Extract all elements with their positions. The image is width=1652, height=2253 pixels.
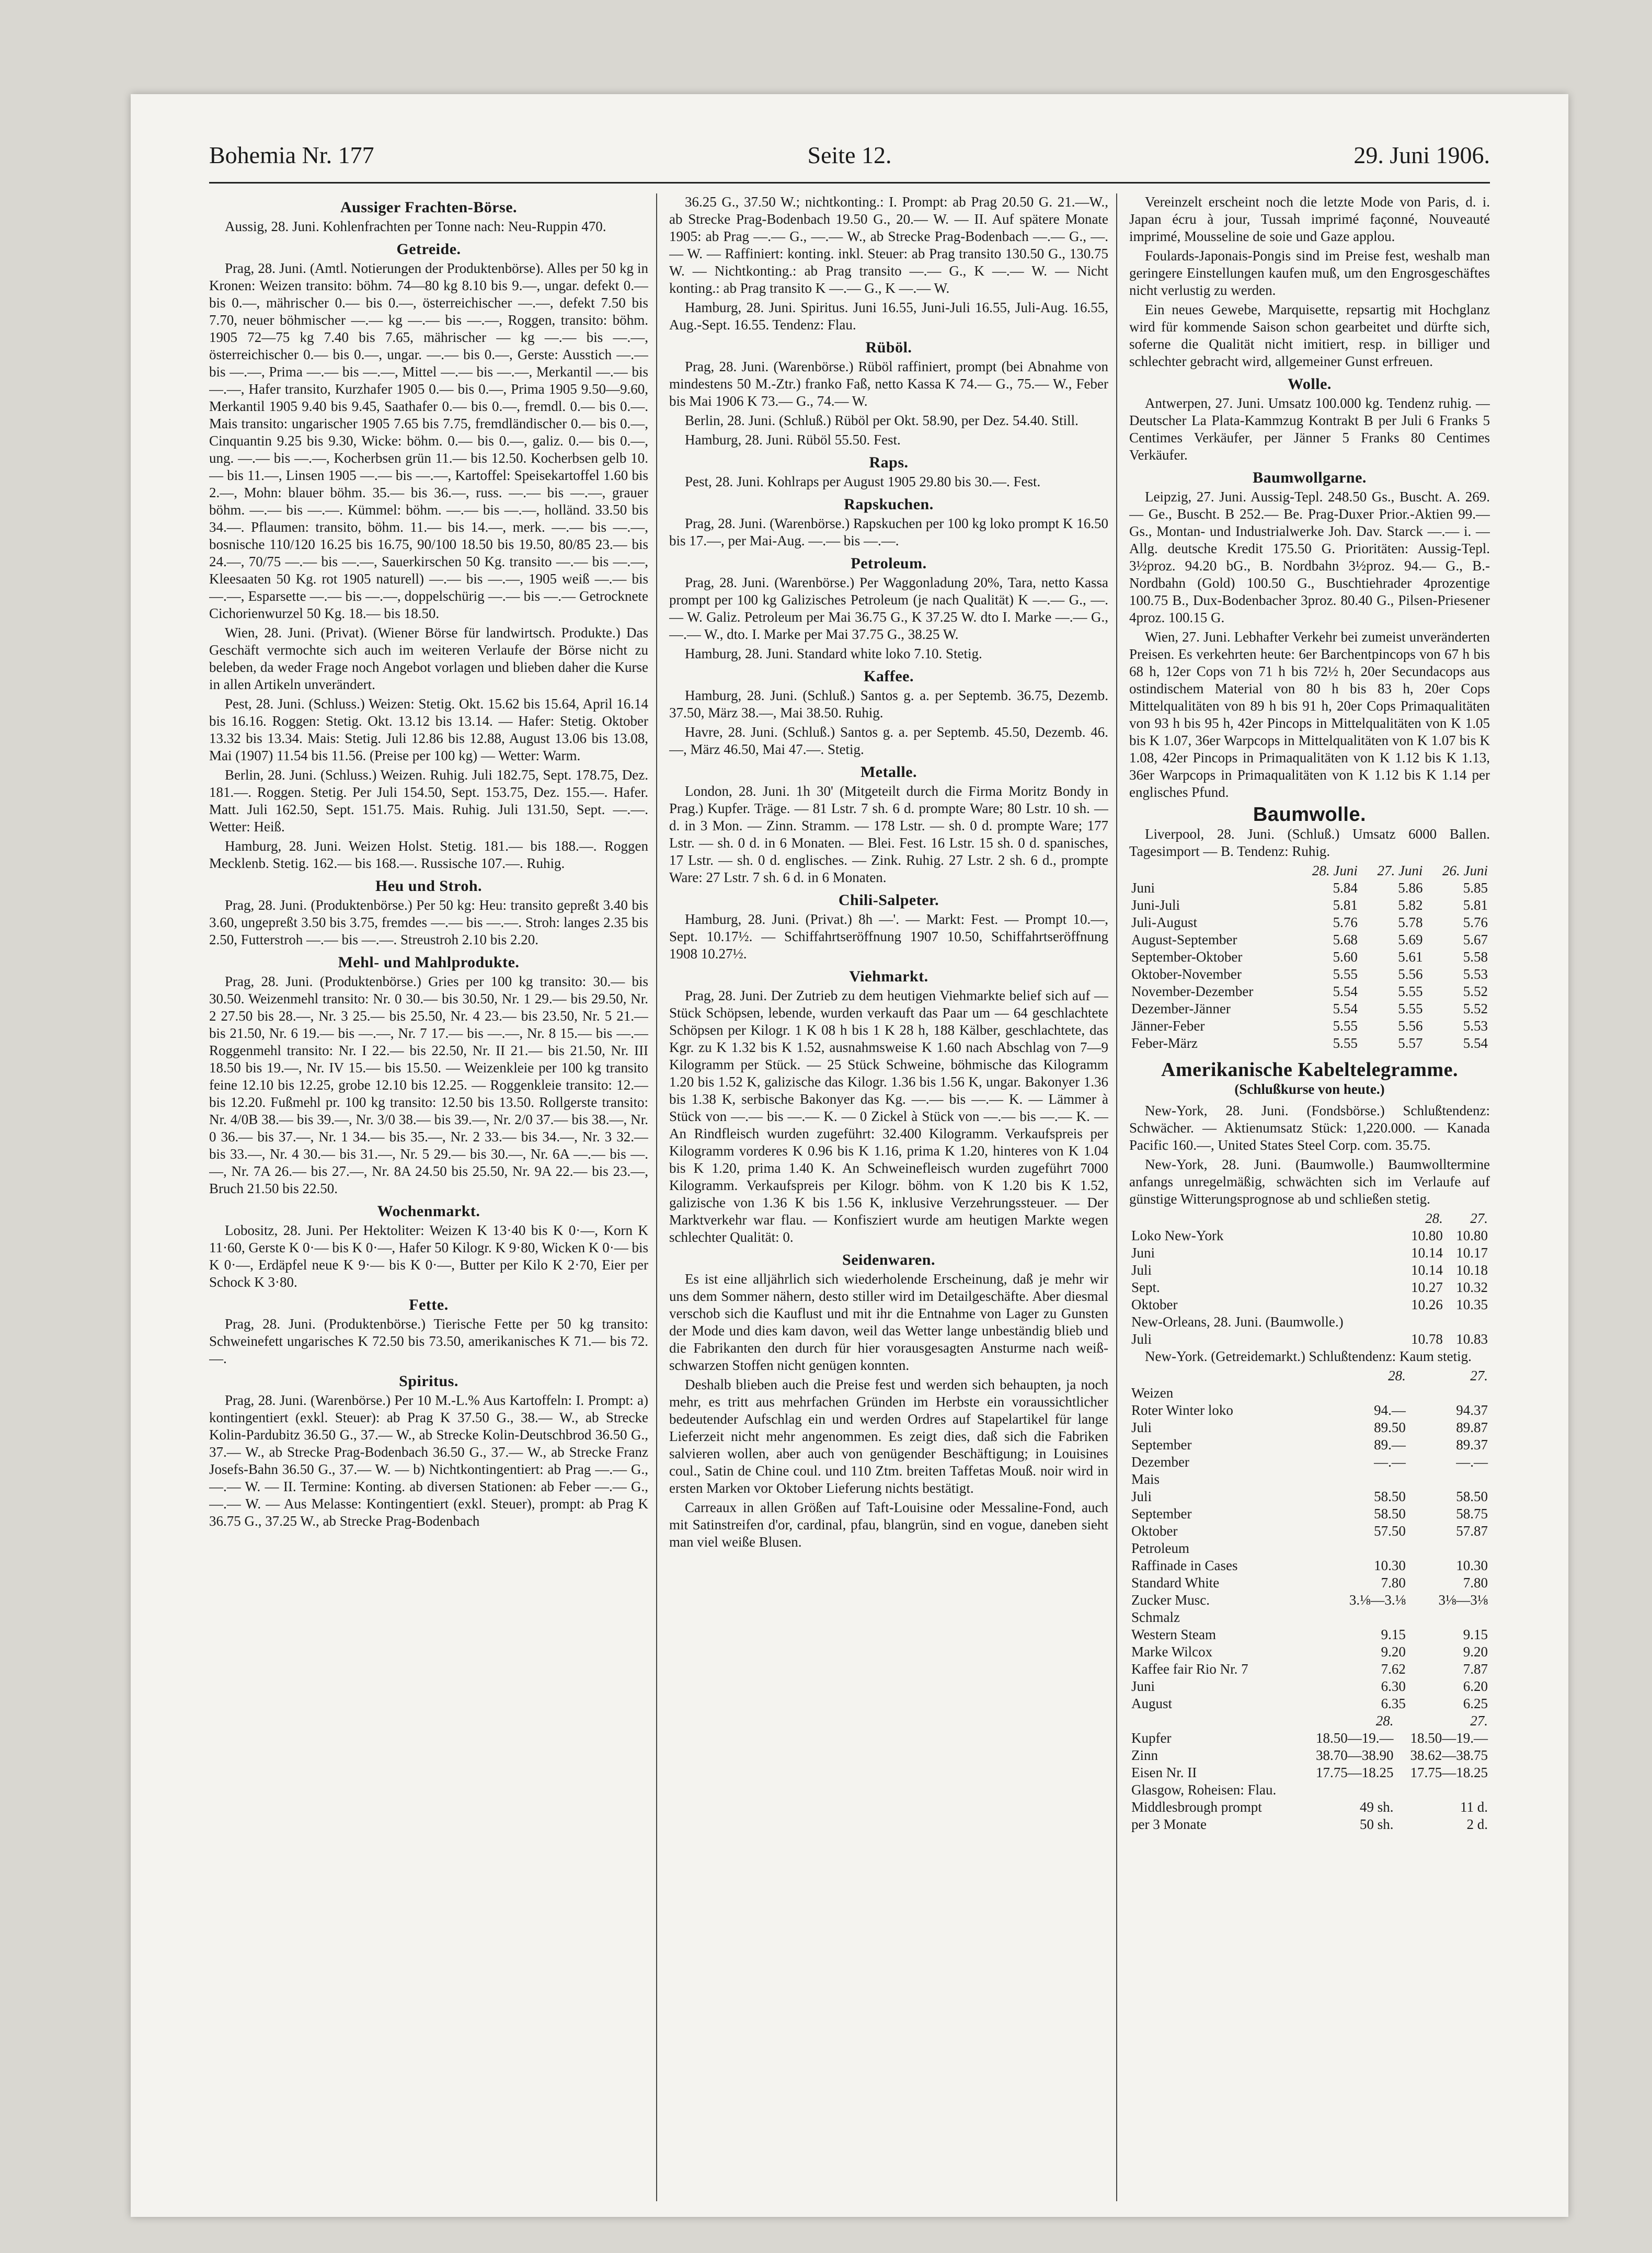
table-row — [1129, 1764, 1490, 1781]
article-paragraph: Prag, 28. Juni. (Amtl. Notierungen der Produktenbörse). Alles per 50 kg in Kronen: Weizen transito: böhm. 74—80 kg 8.10 bis 9.—, ungar. defekt 0.— bis 0.—, mährischer 0.— bis 0.—, österreichischer —.—, defekt 7.50 bis 7.70, neuer böhmischer —.— kg —.— bis —.—, Roggen, transito: böhm. 1905 72—75 kg 7.40 bis 7.65, mährischer — kg —.— bis —.—, österreichischer 0.— bis 0.—, ungar. —.— bis 0.—, Gerste: Ausstich —.— bis —.—, Prima —.— bis —.—, Mittel —.— bis —.—, Merkantil —.— bis —.—, Hafer transito, Kurzhafer 1905 0.— bis 0.—, Prima 1905 9.50—9.60, Merkantil 1905 9.40 bis 9.45, Saathafer 0.— bis 0.—, fremdl. 0.— bis 0.—. Mais transito: ungarischer 1905 7.65 bis 7.75, fremdländischer 0.— bis 0.—, Cinquantin 9.25 bis 9.30, Wicke: böhm. 0.— bis 0.—, galiz. 0.— bis 0.—, ung. —.— bis —.—, Kocherbsen grün 11.— bis 12.50. Kocherbsen gelb 10.— bis 11.—, Linsen 1905 —.— bis —.—, Kartoffel: Speisekartoffel 1.60 bis 2.—, Mohn: blauer böhm. 35.— bis 36.—, russ. —.— bis —.—, grauer böhm. —.— bis —.—. Kümmel: böhm. —.— bis —.—, holländ. 33.50 bis 34.—. Pflaumen: transito, böhm. 11.— bis 14.—, merk. —.— bis —.—, bosnische 110/120 16.25 bis 16.75, 90/100 18.50 bis 19.50, 80/85 23.— bis 24.—, 70/75 —.— bis —.—, Sauerkirschen 50 Kg. transito —.— bis —.—, Kleesaaten 50 Kg. rot 1905 naturell) —.— bis —.—, 1905 weiß —.— bis —.—, Esparsette —.— bis —.—, doppelschürig —.— bis —.— Getrocknete Cichorienwurzel 50 Kg. 18.— bis 18.50. — [209, 260, 648, 621]
article-paragraph: Berlin, 28. Juni. (Schluß.) Rüböl per Okt. 58.90, per Dez. 54.40. Still. — [685, 413, 1079, 428]
section-heading: Mehl- und Mahlprodukte. — [338, 954, 520, 971]
article-paragraph: Prag, 28. Juni. (Produktenbörse.) Tierische Fette per 50 kg transito: Schweinefett ungarisches K 72.50 bis 73.50, amerikanisches K 71.— bis 72.—. — [209, 1316, 648, 1366]
row-value: —.— — [1374, 1454, 1406, 1470]
row-label: August-September — [1131, 932, 1237, 947]
row-label: Zinn — [1131, 1747, 1158, 1763]
row-value: 58.50 — [1456, 1489, 1488, 1504]
table-row — [1129, 1592, 1490, 1609]
section-heading-amerika: Amerikanische Kabeltelegramme. — [1161, 1059, 1458, 1081]
row-label: Juli-August — [1131, 914, 1198, 930]
row-value: 7.87 — [1463, 1661, 1488, 1677]
row-value — [1301, 1781, 1396, 1799]
section-heading: Wolle. — [1288, 375, 1332, 393]
column-middle — [669, 193, 1108, 2201]
table-row — [1129, 1747, 1490, 1764]
table-row — [1129, 1730, 1490, 1747]
row-value: 17.75—18.25 — [1315, 1765, 1394, 1780]
row-value: 89.37 — [1456, 1437, 1488, 1453]
table-header-cell — [1129, 1367, 1315, 1385]
row-value: 57.87 — [1456, 1523, 1488, 1539]
table-row — [1129, 1279, 1490, 1296]
row-value — [1408, 1471, 1490, 1488]
row-value: 10.32 — [1456, 1279, 1488, 1295]
row-value: 5.85 — [1463, 880, 1488, 896]
table-row — [1129, 1799, 1490, 1816]
row-label: Juli — [1131, 1331, 1152, 1347]
row-value: 10.80 — [1456, 1228, 1488, 1243]
column-divider — [656, 193, 657, 2201]
row-value: 5.52 — [1463, 1001, 1488, 1016]
row-label: Dezember-Jänner — [1131, 1001, 1231, 1016]
row-label: Juli — [1131, 1262, 1152, 1278]
article-paragraph: Prag, 28. Juni. (Produktenbörse.) Gries per 100 kg transito: 30.— bis 30.50. Weizenmehl transito: Nr. 0 30.— bis 30.50, Nr. 1 29.— bis 29.50, Nr. 2 27.50 bis 28.—, Nr. 3 25.— bis 25.50, Nr. 4 23.— bis 23.50, Nr. 5 21.— bis 21.50, Nr. 6 19.— bis —.—, Nr. 7 17.— bis —.—, Nr. 8 15.— bis —.— Roggenmehl transito: Nr. I 22.— bis 22.50, Nr. II 21.— bis 21.50, Nr. III 18.50 bis 19.—, Nr. IV 15.— bis 15.50. — Weizenkleie per 100 kg transito feine 12.10 bis 12.25, grobe 12.10 bis 12.25. — Roggenkleie transito: 12.— bis 12.20. Fußmehl pr. 100 kg transito: 12.50 bis 13.50. Rollgerste transito: Nr. 4/0B 38.— bis 39.—, Nr. 3/0 38.— bis 39.—, Nr. 2/0 37.— bis 38.—, Nr. 0 36.— bis 37.—, Nr. 1 34.— bis 35.—, Nr. 2 33.— bis 34.—, Nr. 3 32.— bis 33.—, Nr. 4 30.— bis 31.—, Nr. 5 29.— bis 30.—, Nr. 6A —.— bis —.—, Nr. 7A 26.— bis 27.—, Nr. 8A 24.50 bis 25.50, Nr. 9A 22.— bis 23.—, Bruch 21.50 bis 22.50. — [209, 974, 648, 1196]
article-paragraph: Berlin, 28. Juni. (Schluss.) Weizen. Ruhig. Juli 182.75, Sept. 178.75, Dez. 181.—. Roggen. Stetig. Per Juli 154.50, Sept. 153.75, Dez. 155.—. Hafer. Matt. Juli 162.50, Sept. 151.75. Mais. Ruhig. Juli 131.50, Sept. —.—. Wetter: Heiß. — [209, 767, 648, 834]
table-header-cell — [1129, 1712, 1301, 1730]
article-paragraph: London, 28. Juni. 1h 30' (Mitgeteilt durch die Firma Moritz Bondy in Prag.) Kupfer. Träge. — 81 Lstr. 7 sh. 6 d. prompte Ware; 80 Lstr. 10 sh. — d. in 3 Mon. — Zinn. Stramm. — 178 Lstr. — sh. 0 d. prompte Ware; 177 Lstr. — sh. 0 d. in 6 Monaten. — Blei. Fest. 16 Lstr. 15 sh. 0 d. spanisches, 17 Lstr. — sh. 0 d. englisches. — Zink. Ruhig. 27 Lstr. 2 sh. 6 d., prompte Ware: 27 Lstr. 7 sh. 6 d. in 6 Monaten. — [669, 783, 1108, 885]
row-label: Standard White — [1131, 1575, 1220, 1591]
row-label: Roter Winter loko — [1131, 1402, 1233, 1418]
section-heading: Spiritus. — [399, 1373, 458, 1390]
row-value — [1315, 1540, 1408, 1557]
section-heading: Fette. — [409, 1296, 449, 1313]
row-value: 3.⅛—3.⅛ — [1349, 1592, 1406, 1608]
row-label: Sept. — [1131, 1279, 1160, 1295]
row-value: 5.52 — [1463, 983, 1488, 999]
row-value: 10.30 — [1374, 1558, 1406, 1573]
article-paragraph: Aussig, 28. Juni. Kohlenfrachten per Tonne nach: Neu-Ruppin 470. — [225, 219, 606, 234]
article-paragraph: Lobositz, 28. Juni. Per Hektoliter: Weizen K 13·40 bis K 0·—, Korn K 11·60, Gerste K 0·— bis K 0·—, Hafer 50 Kilogr. K 9·80, Wicken K 0·— bis K 0·—, Erdäpfel neue K 9·— bis K 0·—, Butter per Kilo K 2·70, Eier per Schock K 3·80. — [209, 1222, 648, 1290]
row-value: 5.78 — [1398, 914, 1423, 930]
article-paragraph: Prag, 28. Juni. (Produktenbörse.) Per 50 kg: Heu: transito gepreßt 3.40 bis 3.60, ungepreßt 3.50 bis 3.75, fremdes —.— bis —.—. Stroh: langes 2.35 bis 2.50, Futterstroh —.— bis —.—. Streustroh 2.10 bis 2.20. — [209, 897, 648, 947]
table-header-cell: 27. — [1470, 1210, 1488, 1226]
row-value: 94.37 — [1456, 1402, 1488, 1418]
row-label: September-Oktober — [1131, 949, 1243, 965]
row-label: September — [1131, 1506, 1192, 1522]
row-value: 5.55 — [1333, 1018, 1358, 1034]
row-value: 5.54 — [1333, 1001, 1358, 1016]
table-row — [1129, 1661, 1490, 1678]
row-label: Oktober — [1131, 1523, 1178, 1539]
table-row — [1129, 948, 1490, 966]
row-label: Juli — [1131, 1489, 1152, 1504]
section-heading: Aussiger Frachten-Börse. — [340, 199, 518, 216]
row-value: 38.62—38.75 — [1410, 1747, 1488, 1763]
row-label: September — [1131, 1437, 1192, 1453]
row-label: Jänner-Feber — [1131, 1018, 1205, 1034]
row-label: August — [1131, 1696, 1173, 1711]
section-heading-baumwolle: Baumwolle. — [1253, 804, 1367, 826]
row-label: Feber-März — [1131, 1035, 1198, 1051]
table-header-cell: 28. — [1425, 1210, 1443, 1226]
row-value: 5.60 — [1333, 949, 1358, 965]
table-row — [1129, 983, 1490, 1000]
row-value: 10.78 — [1411, 1331, 1443, 1347]
table-row — [1129, 1678, 1490, 1695]
row-label: Dezember — [1131, 1454, 1189, 1470]
newspaper-page — [131, 94, 1568, 2217]
amerika-metalle-table — [1129, 1712, 1490, 1833]
row-value: 57.50 — [1374, 1523, 1406, 1539]
table-row — [1129, 1540, 1490, 1557]
table-row — [1129, 1523, 1490, 1540]
row-label: Middlesbrough prompt — [1131, 1799, 1262, 1815]
row-value: 5.81 — [1333, 897, 1358, 913]
row-label: Juni-Juli — [1131, 897, 1180, 913]
row-value: 94.— — [1374, 1402, 1406, 1418]
row-value: 49 sh. — [1359, 1799, 1394, 1815]
table-row — [1129, 1331, 1490, 1348]
row-value — [1395, 1781, 1490, 1799]
section-heading: Petroleum. — [851, 555, 927, 572]
row-label: Glasgow, Roheisen: Flau. — [1131, 1782, 1277, 1798]
article-paragraph: Prag, 28. Juni. Der Zutrieb zu dem heutigen Viehmarkte belief sich auf — Stück Schöpsen, lebende, wurden verkauft das Paar um — 64 geschlachtete Schöpsen per Kilogr. 1 K 08 h bis 1 K 28 h, 188 Kälber, geschlachtete, das Kgr. zu K 1.32 bis K 1.52, ausnahmsweise K 1.60 nach Abschlag von 7—9 Kilogramm per Stück. — 25 Stück Schweine, böhmische das Kilogramm 1.20 bis 1.52 K, galizische das Kilogr. 1.36 bis 1.56 K, ungar. Bakonyer 1.36 bis 1.38 K, serbische Bakonyer das Kg. —.— bis —.— K. — Lämmer à Stück von —.— bis —.— K. — 0 Zickel à Stück von —.— bis —.— K. — An Rindfleisch wurden zugeführt: 32.400 Kilogramm. Verkaufspreis per Kilogramm vorderes K 0.96 bis K 1.16, prima K 1.20, hinteres von K 1.04 bis K 1.20, prima 1.40 K. An Schweinefleisch wurden zugeführt 7000 Kilogramm. Verkaufspreis per Kilogr. böhm. von K 1.20 bis K 1.52, galizische von 1.36 K bis 1.56 K, inklusive Verzehrungssteuer. — Der Marktverkehr war flau. — Konfisziert wurde am heutigen Markte wegen schlechter Qualität: 0. — [669, 988, 1108, 1245]
page-number: Seite 12. — [807, 142, 892, 168]
article-paragraph: Deshalb blieben auch die Preise fest und werden sich behaupten, ja noch mehr, es tritt aus mehrfachen Gründen im Herbste ein voraussichtlicher bedeutender Aufschlag ein und werden Ordres auf Stapelartikel für lange Lieferzeit nicht mehr angenommen. Es zeigt dies, daß sich die Fabriken salvieren wollen, aber auch von genügender Beschäftigung; in Louisines coul., Satin de Chine coul. und 110 Ztm. breiten Taffetas Mouß. noir wird in ersten Marken vor Oktober Lieferung nichts bestätigt. — [669, 1377, 1108, 1496]
table-header-cell: 26. Juni — [1442, 863, 1488, 878]
row-value: 58.50 — [1374, 1506, 1406, 1522]
table-row — [1129, 1313, 1490, 1331]
article-paragraph: 36.25 G., 37.50 W.; nichtkonting.: I. Prompt: ab Prag 20.50 G. 21.—W., ab Strecke Prag-Bodenbach 19.50 G., 20.— W. — II. Auf spätere Monate 1905: ab Prag —.— G., —.— W., ab Strecke Prag-Bodenbach —.— G., —.— W. — Raffiniert: konting. inkl. Steuer: ab Prag transito 130.50 G., 130.75 W. — Nichtkonting.: ab Prag transito —.— G., K —.— W. — Nicht konting.: ab Prag transito K —.— G., K —.— W. — [669, 194, 1108, 296]
article-paragraph: Prag, 28. Juni. (Warenbörse.) Rapskuchen per 100 kg loko prompt K 16.50 bis 17.—, per Mai-Aug. —.— bis —.—. — [669, 516, 1108, 548]
table-header-row — [1129, 1210, 1490, 1227]
row-value: 5.57 — [1398, 1035, 1423, 1051]
row-value: 5.68 — [1333, 932, 1358, 947]
section-heading: Raps. — [869, 454, 909, 471]
row-value: 5.55 — [1333, 1035, 1358, 1051]
article-paragraph: Hamburg, 28. Juni. (Schluß.) Santos g. a. per Septemb. 36.75, Dezemb. 37.50, März 38.—, Mai 38.50. Ruhig. — [669, 688, 1108, 720]
row-label: Oktober — [1131, 1297, 1178, 1312]
amerika-fondsboerse: New-York, 28. Juni. (Fondsbörse.) Schlußtendenz: Schwächer. — Aktienumsatz Stück: 1,220.000. — Kanada Pacific 160.—, United States Steel Corp. com. 35.75. — [1129, 1103, 1490, 1153]
table-row — [1129, 1244, 1490, 1262]
table-row — [1129, 1643, 1490, 1661]
row-value: 6.30 — [1381, 1678, 1406, 1694]
article-paragraph: Wien, 28. Juni. (Privat). (Wiener Börse für landwirtsch. Produkte.) Das Geschäft vermochte sich auch im weiteren Verlaufe der Börse nicht zu beleben, da weder Frage noch Angebot vorlagen und blieben daher die Kurse in allen Artikeln unverändert. — [209, 625, 648, 692]
table-header-row — [1129, 1712, 1490, 1730]
table-row — [1129, 1262, 1490, 1279]
baumwolle-intro: Liverpool, 28. Juni. (Schluß.) Umsatz 6000 Ballen. Tagesimport — B. Tendenz: Ruhig. — [1129, 826, 1490, 859]
row-value: 58.75 — [1456, 1506, 1488, 1522]
row-value — [1315, 1385, 1408, 1402]
table-row — [1129, 1609, 1490, 1626]
row-label: Western Steam — [1131, 1627, 1217, 1642]
article-paragraph: Foulards-Japonais-Pongis sind im Preise fest, weshalb man geringere Einstellungen kaufen muß, um den Engrosgeschäftes nicht verlustig zu werden. — [1129, 248, 1490, 298]
row-value: 89.— — [1374, 1437, 1406, 1453]
table-row — [1129, 1574, 1490, 1592]
row-value: 5.54 — [1333, 983, 1358, 999]
column-right — [1129, 193, 1490, 2201]
row-value — [1315, 1471, 1408, 1488]
section-heading: Kaffee. — [864, 668, 914, 685]
row-value: 5.61 — [1398, 949, 1423, 965]
table-row — [1129, 1385, 1490, 1402]
amerika-baumwolle: New-York, 28. Juni. (Baumwolle.) Baumwolltermine anfangs unregelmäßig, schwächten sich im Verlaufe auf günstige Witterungsprognose ab und schließen stetig. — [1129, 1157, 1490, 1207]
section-heading: Heu und Stroh. — [375, 877, 483, 895]
article-paragraph: Antwerpen, 27. Juni. Umsatz 100.000 kg. Tendenz ruhig. — Deutscher La Plata-Kammzug Kontrakt B per Juli 6 Franks 5 Centimes Verkäufer, per Jänner 5 Franks 80 Centimes Verkäufer. — [1129, 395, 1490, 463]
row-label: Kupfer — [1131, 1730, 1172, 1746]
article-paragraph: Ein neues Gewebe, Marquisette, repsartig mit Hochglanz wird für kommende Saison schon gearbeitet und dürfte sich, soferne die Qualität nicht imitiert, resp. in billiger und schlechter gebracht wird, allgemeiner Gunst erfreuen. — [1129, 302, 1490, 369]
article-paragraph: Pest, 28. Juni. Kohlraps per August 1905 29.80 bis 30.—. Fest. — [685, 474, 1041, 489]
row-value: 7.80 — [1463, 1575, 1488, 1591]
row-label: per 3 Monate — [1131, 1816, 1207, 1832]
publication-name: Bohemia Nr. 177 — [209, 142, 374, 168]
row-value: 6.25 — [1463, 1696, 1488, 1711]
row-value — [1408, 1385, 1490, 1402]
row-value: 5.53 — [1463, 966, 1488, 982]
table-row — [1129, 1488, 1490, 1505]
section-heading: Rüböl. — [865, 339, 912, 356]
amerika-getreide-table — [1129, 1367, 1490, 1712]
row-value: 9.20 — [1381, 1644, 1406, 1660]
row-value: 9.15 — [1381, 1627, 1406, 1642]
row-value — [1445, 1313, 1490, 1331]
article-paragraph: Carreaux in allen Größen auf Taft-Louisine oder Messaline-Fond, auch mit Satinstreifen d'or, cardinal, pfau, blangrün, sind en vogue, daneben sieht man viel weiße Blusen. — [669, 1500, 1108, 1550]
section-heading: Wochenmarkt. — [377, 1203, 480, 1220]
row-label: Schmalz — [1131, 1609, 1180, 1625]
table-header-cell — [1129, 1210, 1400, 1227]
table-header-row — [1129, 862, 1490, 879]
row-value: 17.75—18.25 — [1410, 1765, 1488, 1780]
row-value — [1408, 1540, 1490, 1557]
table-header-cell: 28. — [1375, 1713, 1394, 1729]
table-row — [1129, 1454, 1490, 1471]
row-value: 6.35 — [1381, 1696, 1406, 1711]
row-label: Juni — [1131, 1245, 1155, 1261]
table-row — [1129, 1695, 1490, 1712]
table-row — [1129, 1781, 1490, 1799]
article-paragraph: Hamburg, 28. Juni. (Privat.) 8h —'. — Markt: Fest. — Prompt 10.—, Sept. 10.17½. — Schiffahrtseröffnung 1907 10.50, Schiffahrtseröffnung 1908 10.27½. — [669, 911, 1108, 962]
section-heading: Viehmarkt. — [849, 968, 928, 985]
page-header — [209, 141, 1490, 173]
column-divider — [1116, 193, 1117, 2201]
table-header-cell: 28. Juni — [1312, 863, 1358, 878]
row-value: 89.87 — [1456, 1420, 1488, 1435]
article-paragraph: Prag, 28. Juni. (Warenbörse.) Per Waggonladung 20%, Tara, netto Kassa prompt per 100 kg Galizisches Petroleum (je nach Qualität) K —.— G., —.— W. Galiz. Petroleum per Mai 36.75 G., K 37.25 W. dto I. Marke —.— G., —.— W., dto. I. Marke per Mai 37.75 G., 38.25 W. — [669, 575, 1108, 642]
row-value: 18.50—19.— — [1410, 1730, 1488, 1746]
baumwolle-table — [1129, 862, 1490, 1052]
row-value: 10.83 — [1456, 1331, 1488, 1347]
article-paragraph: Prag, 28. Juni. (Warenbörse.) Rüböl raffiniert, prompt (bei Abnahme von mindestens 50 M.-Ztr.) franko Faß, netto Kassa K 74.— G., 75.— W., Feber bis Mai 1906 K 73.— G., 74.— W. — [669, 359, 1108, 409]
row-label: Oktober-November — [1131, 966, 1242, 982]
table-row — [1129, 1626, 1490, 1643]
table-header-cell: 27. — [1470, 1368, 1488, 1383]
row-value: 89.50 — [1374, 1420, 1406, 1435]
column-left — [209, 193, 648, 2201]
table-row — [1129, 1816, 1490, 1833]
row-value: 5.53 — [1463, 1018, 1488, 1034]
article-paragraph: Vereinzelt erscheint noch die letzte Mode von Paris, d. i. Japan écru à jour, Tussah imprimé façonné, Nouveauté imprimé, Mousseline de soie und Gaze applou. — [1129, 194, 1490, 244]
table-row — [1129, 1505, 1490, 1523]
row-value — [1408, 1609, 1490, 1626]
article-paragraph: Leipzig, 27. Juni. Aussig-Tepl. 248.50 Gs., Buscht. A. 269.— Ge., Buscht. B 252.— Be. Prag-Duxer Prior.-Aktien 99.— Gs., Montan- und Industrialwerke Joh. Dav. Starck —.— i. — Allg. deutsche Kredit 175.50 G. Prioritäten: Aussig-Tepl. 3½proz. 94.20 bG., B. Nordbahn 3½proz. 94.— G., B.-Nordbahn (Gold) 100.50 G., Buschtiehrader 4prozentige 100.75 B., Dux-Bodenbacher 3proz. 80.40 G., Pilsen-Priesener 4proz. 100.15 G. — [1129, 489, 1490, 625]
table-header-cell — [1129, 862, 1294, 879]
row-value: 7.62 — [1381, 1661, 1406, 1677]
section-heading: Getreide. — [396, 241, 461, 258]
table-header-row — [1129, 1367, 1490, 1385]
row-label: Zucker Musc. — [1131, 1592, 1210, 1608]
amerika-baumwolle-table — [1129, 1210, 1490, 1348]
row-label: November-Dezember — [1131, 983, 1254, 999]
table-row — [1129, 1017, 1490, 1035]
amerika-getreide: New-York. (Getreidemarkt.) Schlußtendenz: Kaum stetig. — [1145, 1348, 1472, 1364]
row-label: Kaffee fair Rio Nr. 7 — [1131, 1661, 1248, 1677]
table-row — [1129, 931, 1490, 948]
row-value: 5.56 — [1398, 966, 1423, 982]
table-row — [1129, 1471, 1490, 1488]
row-value: 5.67 — [1463, 932, 1488, 947]
row-value: 5.76 — [1463, 914, 1488, 930]
article-paragraph: Wien, 27. Juni. Lebhafter Verkehr bei zumeist unveränderten Preisen. Es verkehrten heute: 6er Barchentpincops von 67 h bis 68 h, 12er Cops von 71 h bis 72½ h, 20er Secundacops aus ostindischem Material von 80 h bis 83 h, 20er Cops Mittelqualitäten von 89 h bis 91 h, 20er Cops Primaqualitäten von 93 h bis 95 h, 42er Pincops in Mittelqualitäten von K 1.05 bis K 1.07, 36er Warpcops in Mittelqualitäten von K 1.07 bis K 1.08, 42er Pincops in Primaqualitäten von K 1.12 bis K 1.13, 36er Warpcops in Primaqualitäten von K 1.12 bis K 1.14 per englisches Pfund. — [1129, 629, 1490, 800]
row-value: 5.54 — [1463, 1035, 1488, 1051]
table-row — [1129, 1557, 1490, 1574]
row-value: 6.20 — [1463, 1678, 1488, 1694]
table-header-cell: 27. — [1470, 1713, 1488, 1729]
row-value: 5.56 — [1398, 1018, 1423, 1034]
table-row — [1129, 1000, 1490, 1017]
row-value: 50 sh. — [1359, 1816, 1394, 1832]
row-value: 7.80 — [1381, 1575, 1406, 1591]
article-paragraph: Es ist eine alljährlich sich wiederholende Erscheinung, daß je mehr wir uns dem Sommer nähern, desto stiller wird im Detailgeschäfte. Aber diesmal verschob sich die Kauflust und mit ihr die Entnahme von Lager zu Gunsten der Mode und dies kam davon, weil das Wetter lange unbeständig blieb und die Fabrikanten den durch für hier vorausgesagten Ansturme nach weiß-schwarzen Stoffen nicht genügen konnten. — [669, 1271, 1108, 1373]
table-row — [1129, 1227, 1490, 1244]
row-label: Eisen Nr. II — [1131, 1765, 1197, 1780]
table-header-cell: 28. — [1388, 1368, 1406, 1383]
row-label: Raffinade in Cases — [1131, 1558, 1238, 1573]
section-heading: Baumwollgarne. — [1253, 469, 1367, 486]
table-header-cell: 27. Juni — [1377, 863, 1423, 878]
row-value: —.— — [1456, 1454, 1488, 1470]
article-paragraph: Hamburg, 28. Juni. Standard white loko 7.10. Stetig. — [685, 646, 982, 661]
row-label: Juni — [1131, 880, 1155, 896]
article-paragraph: Pest, 28. Juni. (Schluss.) Weizen: Stetig. Okt. 15.62 bis 15.64, April 16.14 bis 16.16. Roggen: Stetig. Okt. 13.12 bis 13.14. — Hafer: Stetig. Oktober 13.32 bis 13.34. Mais: Stetig. Juli 12.86 bis 12.88, August 13.06 bis 13.08, Mai (1907) 11.54 bis 11.56. (Preise per 100 kg) — Wetter: Warm. — [209, 696, 648, 763]
row-value: 5.86 — [1398, 880, 1423, 896]
row-value: 2 d. — [1466, 1816, 1488, 1832]
row-label: Loko New-York — [1131, 1228, 1224, 1243]
table-row — [1129, 897, 1490, 914]
row-value: 10.35 — [1456, 1297, 1488, 1312]
header-rule — [209, 182, 1490, 184]
article-paragraph: Havre, 28. Juni. (Schluß.) Santos g. a. per Septemb. 45.50, Dezemb. 46.—, März 46.50, Mai 47.—. Stetig. — [669, 724, 1108, 757]
section-heading: Metalle. — [860, 763, 917, 781]
row-value: 5.82 — [1398, 897, 1423, 913]
row-value: 5.58 — [1463, 949, 1488, 965]
article-paragraph: Hamburg, 28. Juni. Rüböl 55.50. Fest. — [685, 432, 901, 448]
article-paragraph: Hamburg, 28. Juni. Weizen Holst. Stetig. 181.— bis 188.—. Roggen Mecklenb. Stetig. 162.— bis 168.—. Russische 107.—. Ruhig. — [209, 838, 648, 871]
row-value: 10.30 — [1456, 1558, 1488, 1573]
table-row — [1129, 1436, 1490, 1454]
row-value — [1400, 1313, 1445, 1331]
table-row — [1129, 879, 1490, 897]
row-value: 9.15 — [1463, 1627, 1488, 1642]
amerika-subtitle: (Schlußkurse von heute.) — [1234, 1081, 1385, 1097]
article-paragraph: Prag, 28. Juni. (Warenbörse.) Per 10 M.-L.% Aus Kartoffeln: I. Prompt: a) kontingentiert (exkl. Steuer): ab Prag K 37.50 G., 38.— W., ab Strecke Kolin-Pardubitz 36.50 G., 37.— W., ab Strecke Kolin-Deutschbrod 36.50 G., 37.— W., ab Strecke Prag-Bodenbach 36.50 G., 37.— W., ab Strecke Franz Josefs-Bahn 36.50 G., 37.— W. — b) Nichtkontingentiert: ab Prag —.— G., —.— W. — II. Termine: Konting. ab diversen Stationen: ab Feber —.— G., —.— W. — Aus Melasse: Kontingentiert (exkl. Steuer), prompt: ab Prag K 36.75 G., 37.25 W., ab Strecke Prag-Bodenbach — [209, 1392, 648, 1529]
row-value: 18.50—19.— — [1315, 1730, 1394, 1746]
row-label: Weizen — [1131, 1385, 1174, 1401]
row-value: 10.26 — [1411, 1297, 1443, 1312]
section-heading: Seidenwaren. — [842, 1251, 935, 1268]
row-value: 5.55 — [1398, 1001, 1423, 1016]
row-value: 5.55 — [1333, 966, 1358, 982]
row-value: 58.50 — [1374, 1489, 1406, 1504]
row-value: 10.27 — [1411, 1279, 1443, 1295]
row-label: Juli — [1131, 1420, 1152, 1435]
row-value: 10.17 — [1456, 1245, 1488, 1261]
row-value: 10.14 — [1411, 1262, 1443, 1278]
row-value: 5.76 — [1333, 914, 1358, 930]
row-label: New-Orleans, 28. Juni. (Baumwolle.) — [1131, 1314, 1344, 1330]
table-row — [1129, 1402, 1490, 1419]
row-value: 5.81 — [1463, 897, 1488, 913]
row-value: 9.20 — [1463, 1644, 1488, 1660]
table-row — [1129, 1035, 1490, 1052]
table-row — [1129, 966, 1490, 983]
row-label: Marke Wilcox — [1131, 1644, 1213, 1660]
row-value: 10.18 — [1456, 1262, 1488, 1278]
row-label: Petroleum — [1131, 1540, 1189, 1556]
column-right-text — [1129, 193, 1490, 801]
row-value: 38.70—38.90 — [1315, 1747, 1394, 1763]
table-row — [1129, 914, 1490, 931]
row-label: Mais — [1131, 1471, 1160, 1487]
row-value: 10.80 — [1411, 1228, 1443, 1243]
row-value — [1315, 1609, 1408, 1626]
section-heading: Chili-Salpeter. — [838, 891, 939, 909]
table-row — [1129, 1296, 1490, 1313]
issue-date: 29. Juni 1906. — [1353, 142, 1490, 168]
row-value: 10.14 — [1411, 1245, 1443, 1261]
table-row — [1129, 1419, 1490, 1436]
row-value: 5.55 — [1398, 983, 1423, 999]
section-heading: Rapskuchen. — [844, 496, 934, 513]
row-value: 5.84 — [1333, 880, 1358, 896]
row-value: 3⅛—3⅛ — [1438, 1592, 1488, 1608]
row-value: 11 d. — [1460, 1799, 1488, 1815]
article-paragraph: Hamburg, 28. Juni. Spiritus. Juni 16.55, Juni-Juli 16.55, Juli-Aug. 16.55, Aug.-Sept. 16.55. Tendenz: Flau. — [669, 300, 1108, 333]
row-label: Juni — [1131, 1678, 1155, 1694]
row-value: 5.69 — [1398, 932, 1423, 947]
